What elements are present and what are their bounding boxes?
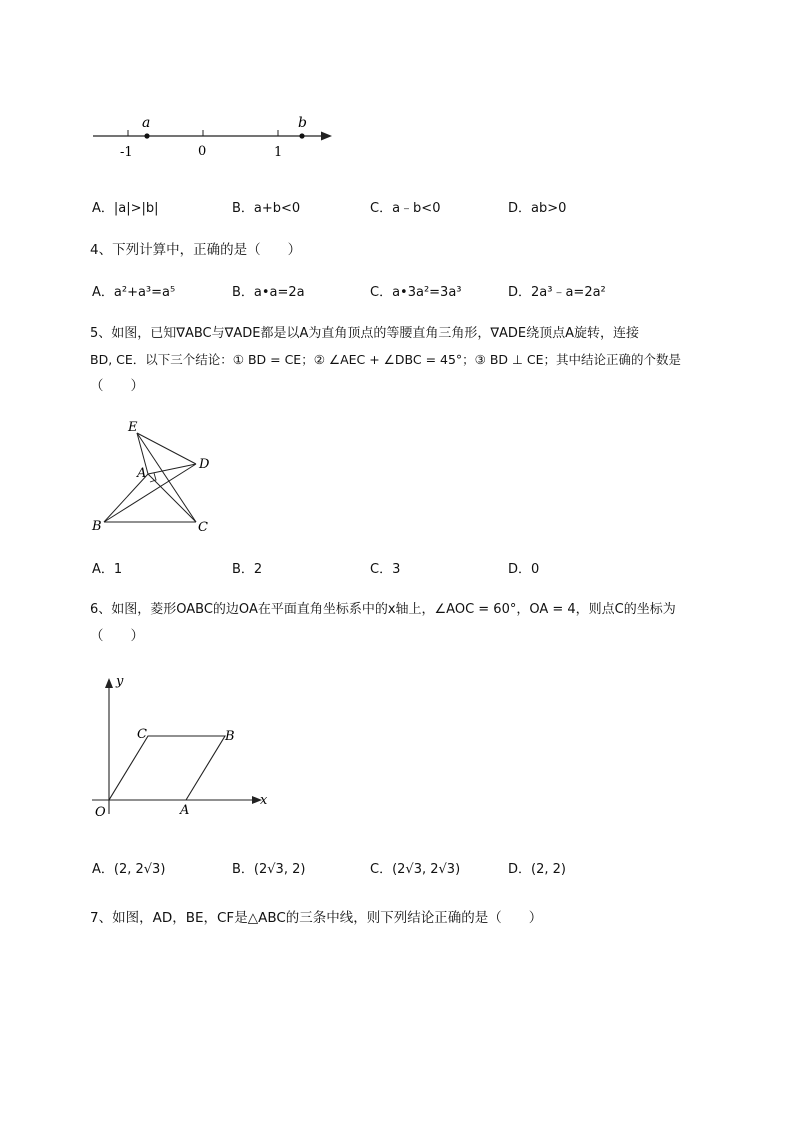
vertex-label-e: E <box>128 420 138 435</box>
q5-stem-line-2: BD, CE．以下三个结论：① BD = CE；② ∠AEC + ∠DBC = 45°；③ BD ⊥ CE；其中结论正确的个数是 <box>90 352 682 367</box>
q6-stem-line-1: 6、如图，菱形OABC的边OA在平面直角坐标系中的x轴上，∠AOC = 60°，OA = 4，则点C的坐标为 <box>90 602 676 617</box>
q3-option-a[interactable]: A．|a|>|b| <box>92 201 159 216</box>
q3-option-b[interactable]: B．a+b<0 <box>232 201 301 216</box>
vertex-label-o: O <box>95 805 106 820</box>
vertex-label-d: D <box>199 457 210 472</box>
vertex-label-b: B <box>92 519 102 534</box>
tick-label-one: 1 <box>274 145 283 160</box>
q5-option-b[interactable]: B．2 <box>232 562 263 577</box>
y-axis-arrow <box>105 678 113 688</box>
q4-option-c[interactable]: C．a•3a²=3a³ <box>370 285 462 300</box>
q5-stem-line-3: （ ） <box>90 378 144 394</box>
number-line-figure <box>85 110 345 170</box>
tick-label-minus-one: -1 <box>120 145 133 160</box>
q6-option-b[interactable]: B．(2√3, 2) <box>232 862 306 877</box>
label-a: a <box>142 115 151 131</box>
point-a <box>144 133 149 138</box>
q3-option-c[interactable]: C．a﹣b<0 <box>370 201 441 216</box>
q4-option-b[interactable]: B．a•a=2a <box>232 285 305 300</box>
axis-label-y: y <box>116 674 124 689</box>
q5-option-c[interactable]: C．3 <box>370 562 401 577</box>
segment-ed <box>137 433 196 464</box>
axis-label-x: x <box>260 793 268 808</box>
segment-bd <box>104 464 196 522</box>
q4-option-d[interactable]: D．2a³﹣a=2a² <box>508 285 606 300</box>
number-line-arrow <box>321 132 332 141</box>
q6-rhombus-figure <box>88 668 278 820</box>
tick-label-zero: 0 <box>198 144 207 159</box>
q6-stem-line-2: （ ） <box>90 628 144 644</box>
rhombus-oabc <box>109 736 225 800</box>
q3-option-d[interactable]: D．ab>0 <box>508 201 567 216</box>
q5-stem-line-1: 5、如图，已知∇ABC与∇ADE都是以A为直角顶点的等腰直角三角形，∇ADE绕顶点A旋转，连接 <box>90 326 640 341</box>
label-b: b <box>298 115 307 131</box>
vertex-label-b: B <box>225 729 235 744</box>
segment-ac <box>148 474 196 522</box>
vertex-label-c: C <box>198 520 208 535</box>
q5-option-d[interactable]: D．0 <box>508 562 540 577</box>
vertex-label-a: A <box>137 466 147 481</box>
point-b <box>299 133 304 138</box>
vertex-label-a: A <box>180 803 190 818</box>
q4-option-a[interactable]: A．a²+a³=a⁵ <box>92 285 176 300</box>
q7-stem: 7、如图，AD，BE，CF是△ABC的三条中线，则下列结论正确的是（ ） <box>90 910 543 926</box>
q6-option-a[interactable]: A．(2, 2√3) <box>92 862 166 877</box>
q6-option-c[interactable]: C．(2√3, 2√3) <box>370 862 461 877</box>
q5-triangle-figure <box>86 416 226 540</box>
q5-option-a[interactable]: A．1 <box>92 562 123 577</box>
vertex-label-c: C <box>137 727 147 742</box>
q4-stem: 4、下列计算中，正确的是（ ） <box>90 242 302 258</box>
q6-option-d[interactable]: D．(2, 2) <box>508 862 566 877</box>
